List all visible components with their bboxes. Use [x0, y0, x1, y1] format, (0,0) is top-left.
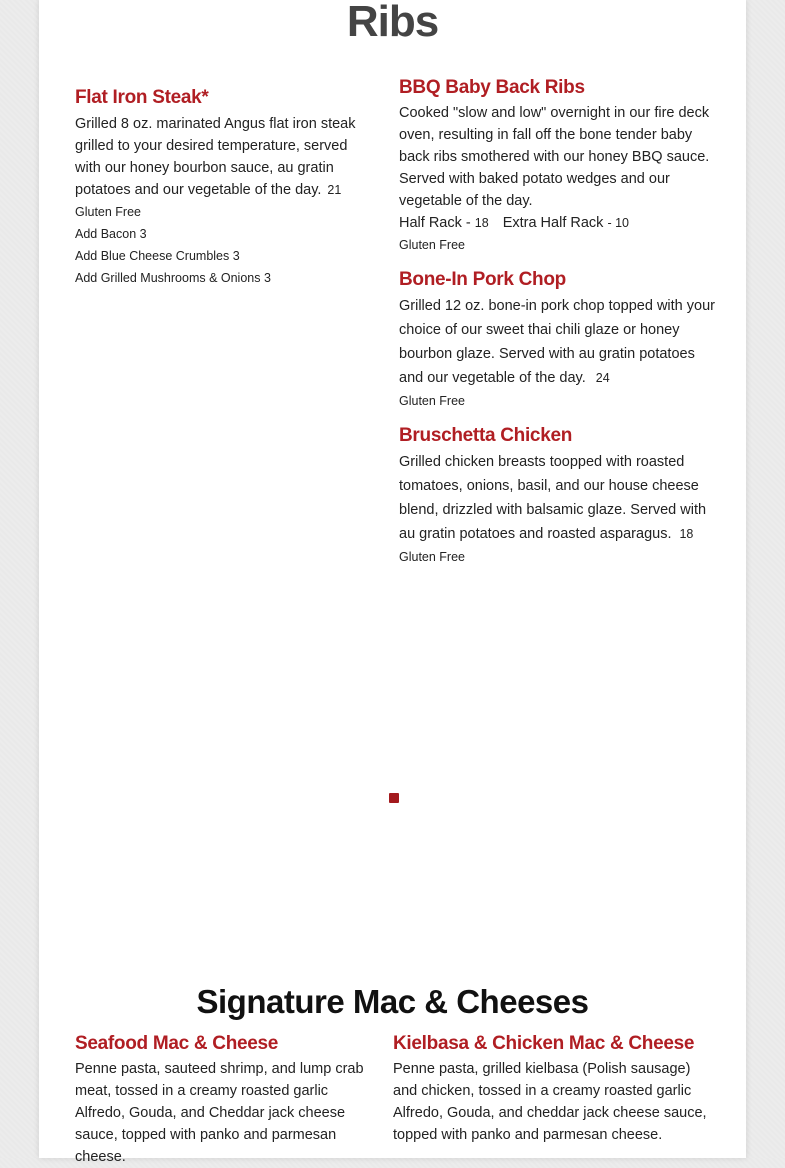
right-column [399, 76, 717, 568]
bruschetta-price: 18 [679, 527, 694, 541]
ribs-description: Cooked "slow and low" overnight in our fire deck oven, resulting in fall off the bone tender baby back ribs smothered with our honey BBQ sauce. Served with baked potato wedges and our vegetable of the day. [399, 105, 710, 209]
flat-iron-title: Flat Iron Steak* [75, 87, 209, 108]
pork-chop-title: Bone-In Pork Chop [399, 269, 566, 290]
signature-section-title: Signature Mac & Cheeses [196, 983, 589, 1020]
ribs-prices: Half Rack - 18 Extra Half Rack - 10 [399, 215, 629, 231]
pork-chop-description: Grilled 12 oz. bone-in pork chop topped with your choice of our sweet thai chili glaze or honey bourbon glaze. Served with au gratin potatoes and our vegetable of the day. 24 [399, 298, 715, 386]
flat-iron-price: 21 [327, 183, 342, 197]
bruschetta-description: Grilled chicken breasts toopped with roasted tomatoes, onions, basil, and our house cheese blend, drizzled with balsamic glaze. Served with au gratin potatoes and roasted asparagus. 18 [399, 454, 707, 542]
section-heading-partial: Ribs [346, 0, 439, 46]
kielbasa-mac-title: Kielbasa & Chicken Mac & Cheese [393, 1033, 695, 1054]
kielbasa-mac-item [393, 1032, 711, 1146]
ribs-extra-price: - 10 [607, 216, 629, 230]
bruschetta-title: Bruschetta Chicken [399, 425, 573, 446]
ribs-half-price: 18 [474, 216, 489, 230]
seafood-mac-title: Seafood Mac & Cheese [75, 1033, 279, 1054]
pork-chop-diet: Gluten Free [399, 394, 466, 408]
ribs-title: BBQ Baby Back Ribs [399, 77, 585, 98]
slider-dot[interactable] [389, 793, 399, 803]
seafood-mac-description: Penne pasta, sauteed shrimp, and lump crab meat, tossed in a creamy roasted garlic Alfredo, Gouda, and Cheddar jack cheese sauce, topped with panko and parmesan cheese. [75, 1061, 364, 1165]
bruschetta-diet: Gluten Free [399, 550, 466, 564]
menu-panel [39, 0, 746, 1165]
addon-item: Add Blue Cheese Crumbles 3 [75, 249, 240, 263]
left-column [75, 86, 375, 289]
pork-chop-price: 24 [595, 371, 610, 385]
flat-iron-diet: Gluten Free [75, 205, 142, 219]
ribs-diet: Gluten Free [399, 238, 466, 252]
flat-iron-description: Grilled 8 oz. marinated Angus flat iron steak grilled to your desired temperature, served with our honey bourbon sauce, au gratin potatoes and our vegetable of the day. 21 [75, 116, 356, 198]
addon-item: Add Grilled Mushrooms & Onions 3 [75, 271, 271, 285]
seafood-mac-item [75, 1032, 375, 1168]
kielbasa-mac-description: Penne pasta, grilled kielbasa (Polish sausage) and chicken, tossed in a creamy roasted garlic Alfredo, Gouda, and cheddar jack cheese sauce, topped with panko and parmesan cheese. [393, 1061, 707, 1143]
addon-item: Add Bacon 3 [75, 227, 147, 241]
